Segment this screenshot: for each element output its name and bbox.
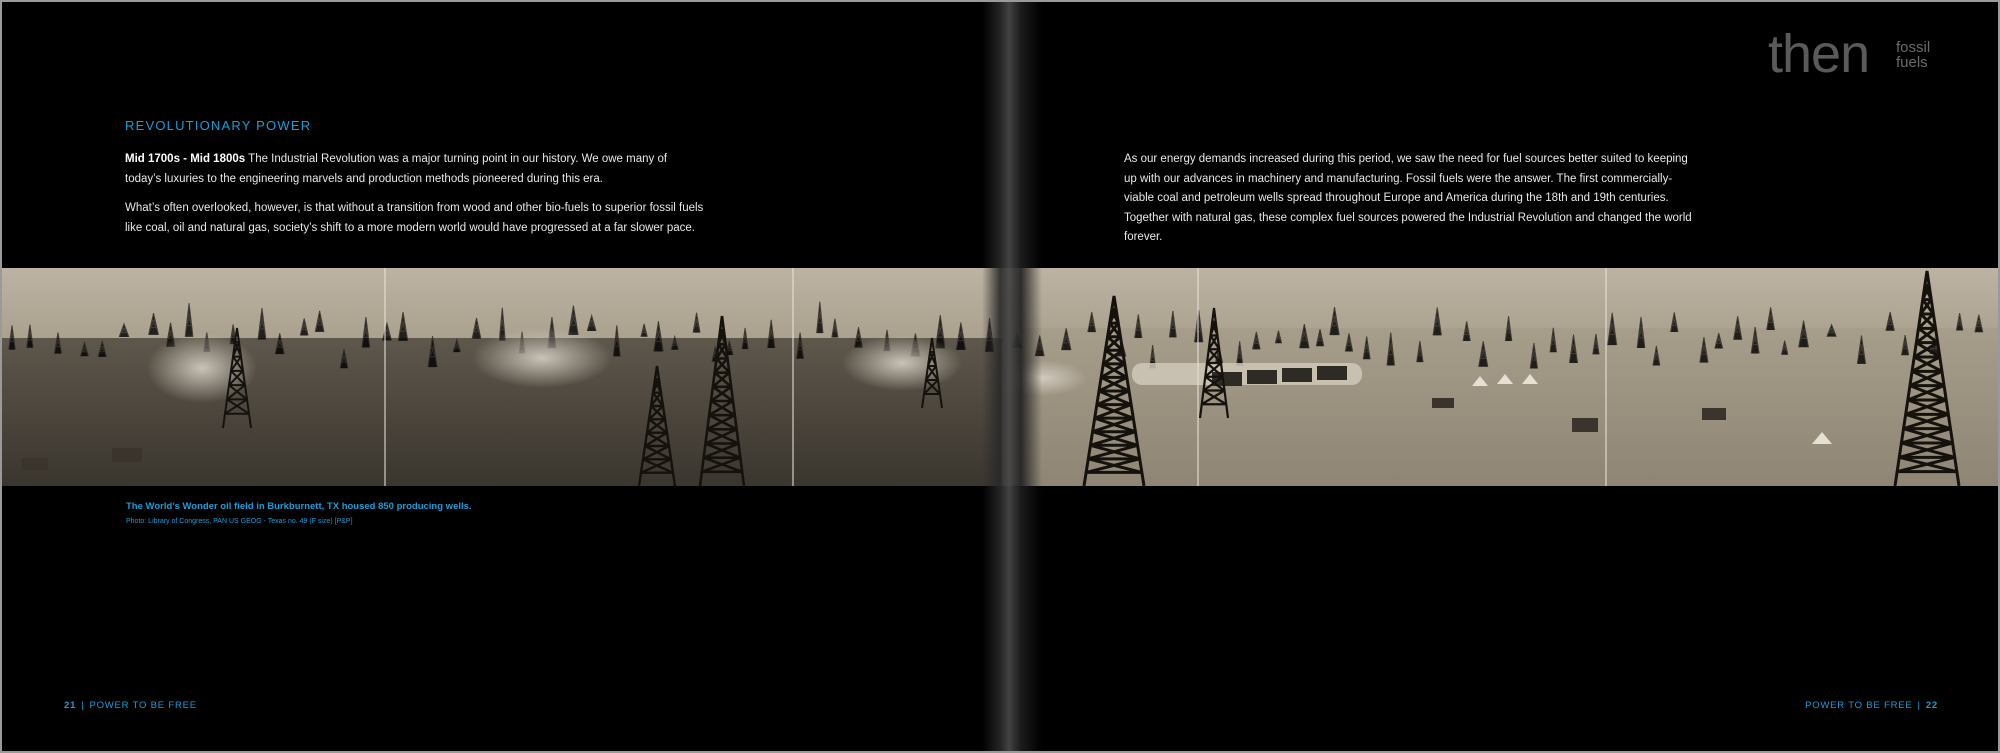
intro-text: The Industrial Revolution was a major turning point in our history. We owe many of today’s luxuries to the engineering marvels and production methods pioneered during this era. <box>125 153 668 185</box>
subtitle-line-1: fossil <box>1896 39 1931 56</box>
footer-title: POWER TO BE FREE <box>1805 700 1913 711</box>
section-heading: REVOLUTIONARY POWER <box>125 118 312 133</box>
smoke-plume <box>842 335 962 391</box>
page-number: 21 <box>64 700 77 711</box>
fossil-fuels-paragraph: As our energy demands increased during this period, we saw the need for fuel sources better suited to keeping up with our advances in machinery and manufacturing. Fossil fuels were the answer. The first commercially-viable coal and petroleum wells spread throughout Europe and America during the 18th and 19th centuries. Together with natural gas, these complex fuel sources powered the Industrial Revolution and changed the world forever. <box>1124 153 1692 243</box>
photo-caption: The World’s Wonder oil field in Burkburnett, TX housed 850 producing wells. <box>126 501 472 512</box>
subtitle-line-2: fuels <box>1896 54 1928 71</box>
chapter-subtitle <box>1896 40 1930 70</box>
panorama-illustration <box>2 268 1998 486</box>
era-label: Mid 1700s - Mid 1800s <box>125 153 246 165</box>
right-page-footer <box>1805 700 1938 711</box>
oil-field-panorama-photo <box>2 268 1998 486</box>
book-spread <box>2 2 1998 751</box>
intro-paragraph <box>125 150 695 189</box>
footer-separator: | <box>1917 700 1921 711</box>
then-word: then <box>1768 24 1870 84</box>
footer-title: POWER TO BE FREE <box>89 700 197 711</box>
left-page-footer <box>64 700 197 711</box>
page-number: 22 <box>1925 700 1938 711</box>
footer-separator: | <box>81 700 85 711</box>
photo-credit: Photo: Library of Congress, PAN US GEOG - Texas no. 49 (F size) [P&P] <box>126 518 353 525</box>
smoke-plume <box>997 360 1087 396</box>
smoke-plume <box>472 328 612 388</box>
second-paragraph: What’s often overlooked, however, is that without a transition from wood and other bio-fuels to superior fossil fuels like coal, oil and natural gas, society’s shift to a more modern world would have progressed at a far slower pace. <box>125 202 704 234</box>
